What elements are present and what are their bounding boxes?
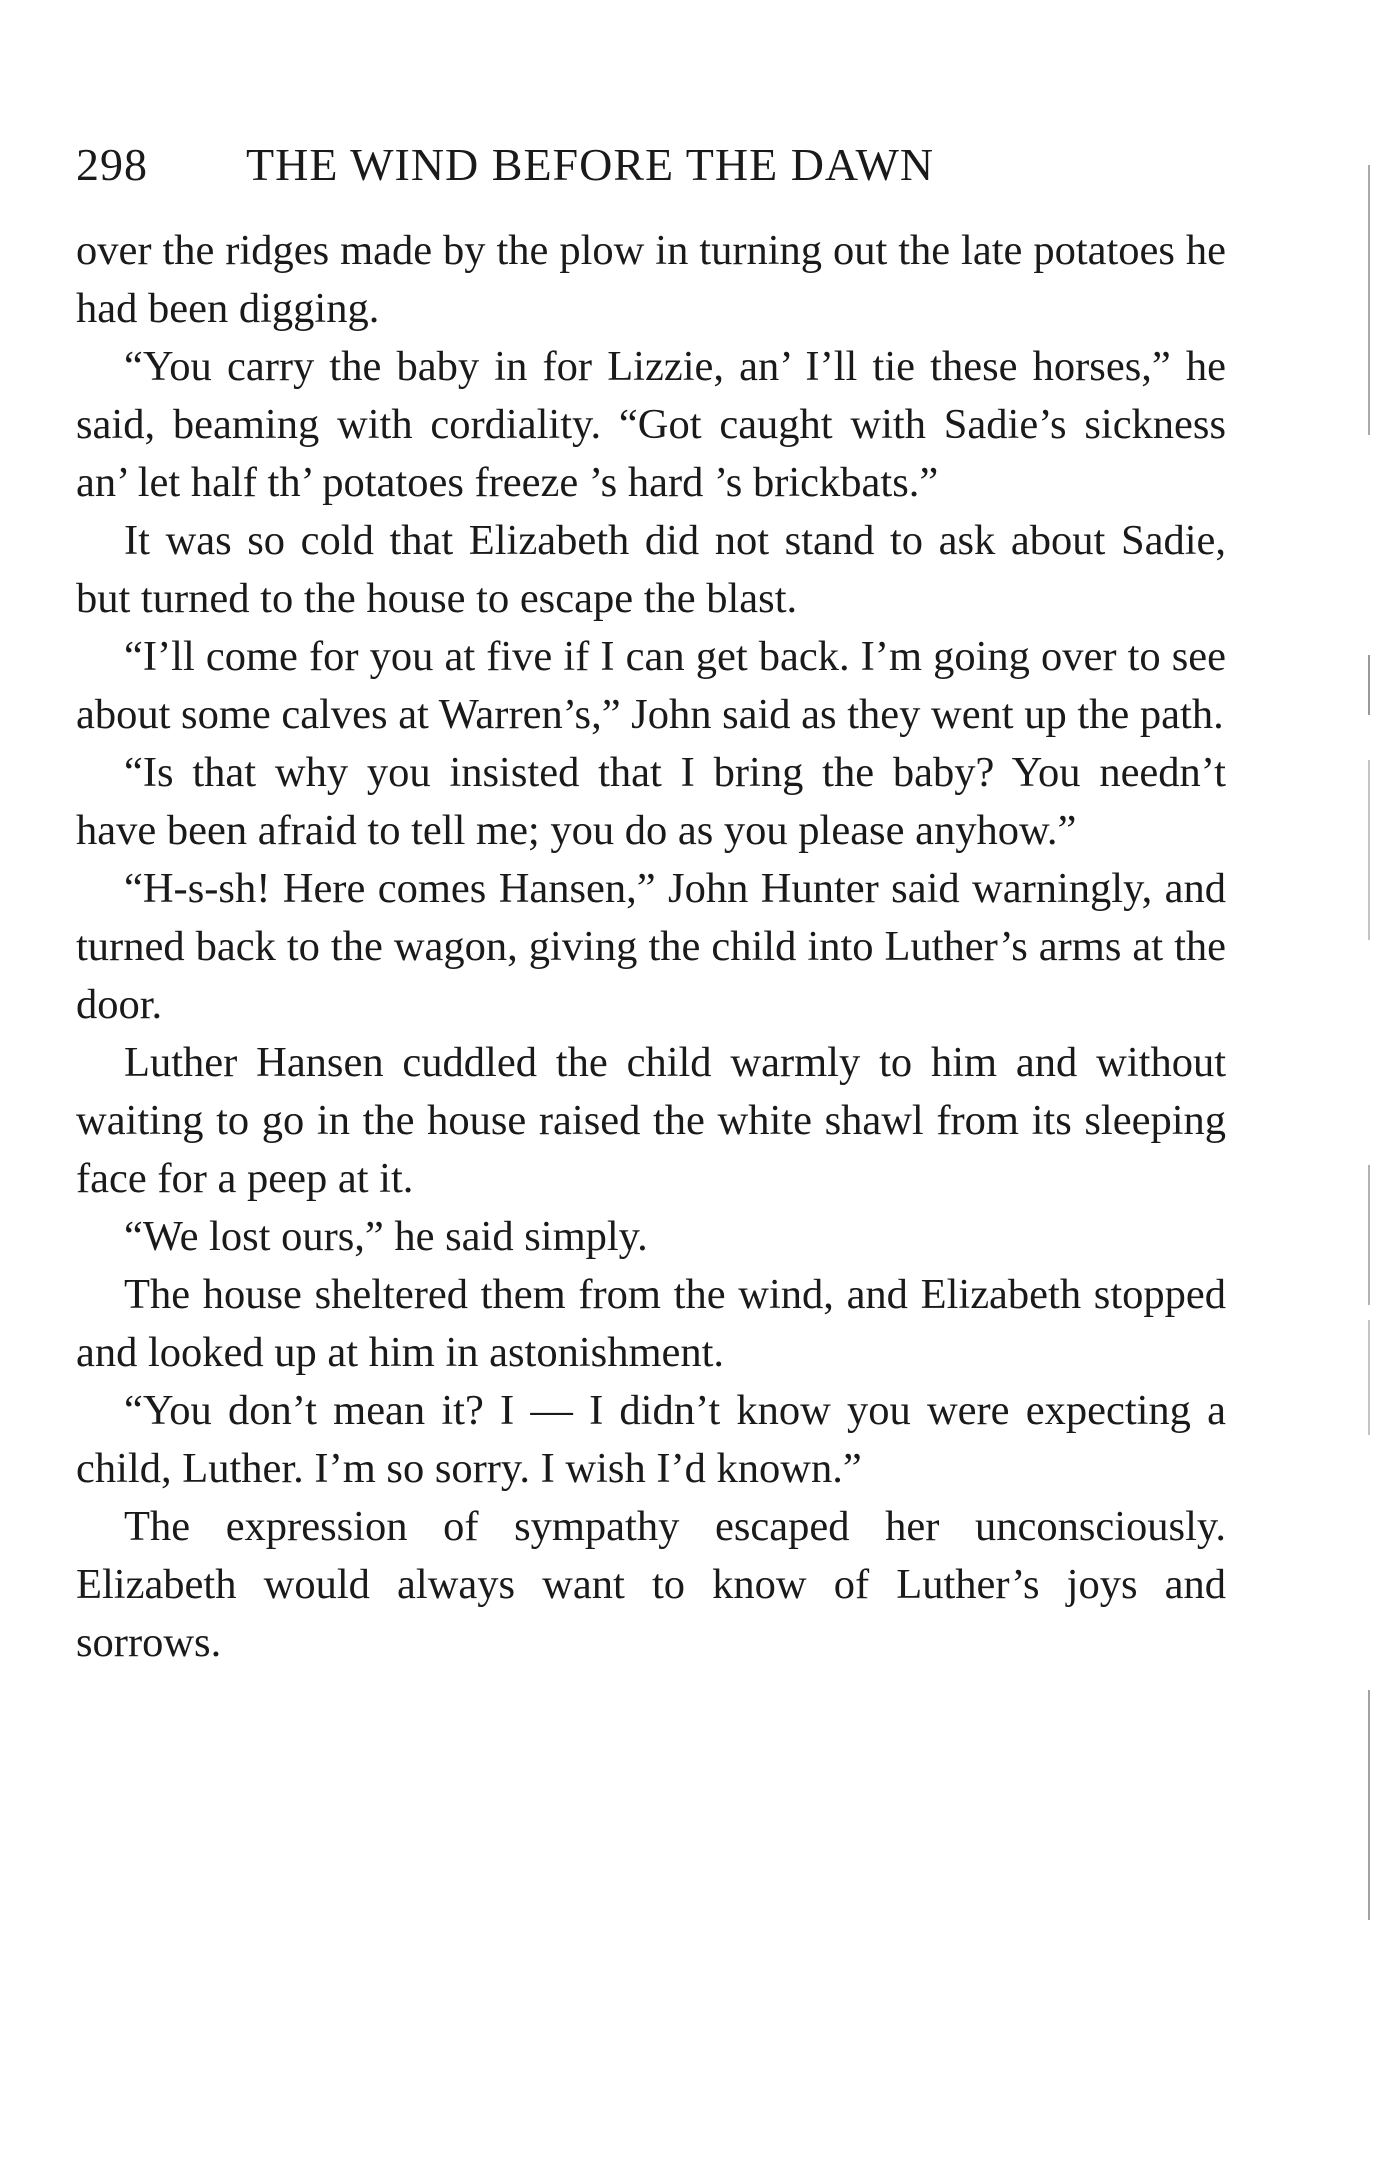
scan-edge-line — [1368, 1690, 1370, 1920]
running-title: THE WIND BEFORE THE DAWN — [246, 139, 935, 190]
paragraph: Luther Hansen cuddled the child warmly to him and without waiting to go in the house raised the white shawl from its sleeping face for a peep at it. — [76, 1039, 1226, 1202]
paragraph: “I’ll come for you at five if I can get back. I’m going over to see about some calves at Warren’s,” John said as they went up the path. — [76, 633, 1226, 738]
paragraph: “You don’t mean it? I — I didn’t know you were expecting a child, Luther. I’m so sorry. I wish I’d known.” — [76, 1387, 1226, 1492]
paragraph: “H-s-sh! Here comes Hansen,” John Hunter said warningly, and turned back to the wagon, giving the child into Luther’s arms at the door. — [76, 865, 1226, 1028]
paragraph: The house sheltered them from the wind, and Elizabeth stopped and looked up at him in astonishment. — [76, 1271, 1226, 1376]
paragraph: “You carry the baby in for Lizzie, an’ I’ll tie these horses,” he said, beaming with cordiality. “Got caught with Sadie’s sickness an’ let half th’ potatoes freeze ’s hard ’s brickbats.” — [76, 343, 1226, 506]
paragraph: The expression of sympathy escaped her unconsciously. Elizabeth would always want to know of Luther’s joys and sorrows. — [76, 1503, 1226, 1666]
scan-edge-line — [1368, 1165, 1370, 1305]
paragraph: over the ridges made by the plow in turning out the late potatoes he had been digging. — [76, 227, 1226, 332]
paragraph: It was so cold that Elizabeth did not stand to ask about Sadie, but turned to the house to escape the blast. — [76, 517, 1226, 622]
page-number: 298 — [76, 139, 148, 190]
body-text — [76, 222, 1226, 1672]
paragraph: “Is that why you insisted that I bring the baby? You needn’t have been afraid to tell me; you do as you please anyhow.” — [76, 749, 1226, 854]
running-head — [76, 135, 1226, 195]
scan-edge-line — [1368, 655, 1370, 715]
paragraph: “We lost ours,” he said simply. — [124, 1213, 648, 1260]
scan-edge-line — [1368, 165, 1370, 435]
scan-edge-line — [1368, 760, 1370, 940]
scan-edge-line — [1368, 1320, 1370, 1435]
